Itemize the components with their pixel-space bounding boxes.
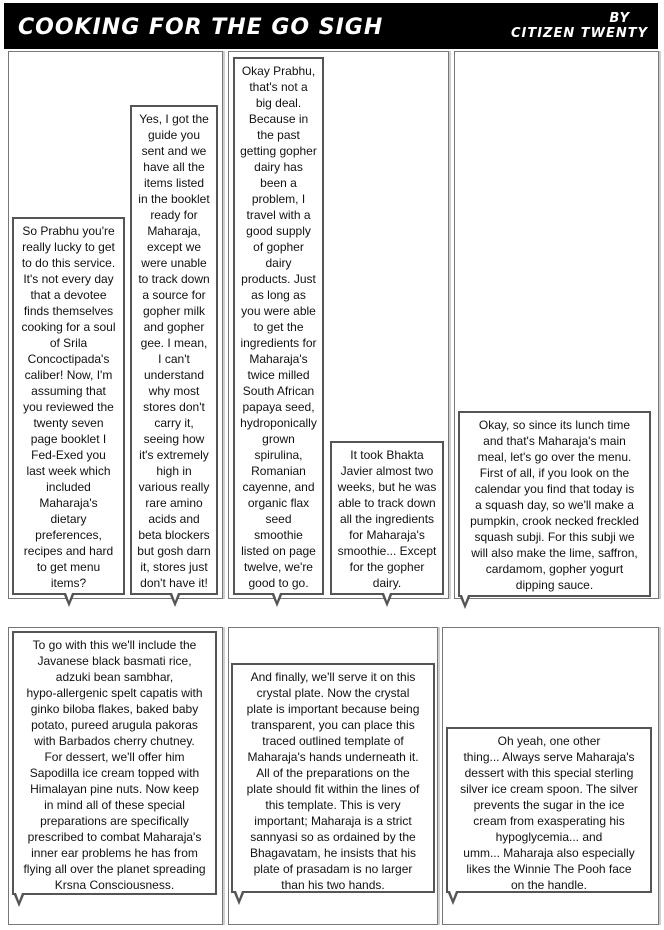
speech-bubble-6: To go with this we'll include the Javanese black basmati rice, adzuki bean sambhar, hypo-allergenic spelt capatis with ginko biloba flakes, baked baby potato, pureed arugula pakoras with Barbados cherry chutney. For dessert, we'll offer him Sapodilla ice cream topped with Himalayan pine nuts. Now keep in mind all of these special preparations are specifically prescribed to combat Maharaja's inner ear problems he has from flying all over the planet spreading Krsna Consciousness. xyxy=(12,631,217,895)
speech-bubble-2: Yes, I got the guide you sent and we have all the items listed in the booklet ready for Maharaja, except we were unable to track down a source for gopher milk and gopher gee. I mean, I can't understand why most stores don't carry it, seeing how it's extremely high in various really rare amino acids and beta blockers but gosh darn it, stores just don't have it! xyxy=(130,105,218,595)
byline-by: BY xyxy=(609,11,630,26)
speech-bubble-5-tail xyxy=(460,597,470,609)
speech-bubble-6-tail xyxy=(14,895,24,907)
speech-bubble-4: It took Bhakta Javier almost two weeks, but he was able to track down all the ingredients for Maharaja's smoothie... Except for the gopher dairy. xyxy=(330,441,444,595)
comic-header xyxy=(4,3,658,49)
speech-bubble-1: So Prabhu you're really lucky to get to do this service. It's not every day that a devotee finds themselves cooking for a soul of Srila Concoctipada's caliber! Now, I'm assuming that you reviewed the twenty seven page booklet I Fed-Exed you last week which included Maharaja's dietary preferences, recipes and hard to get menu items? xyxy=(12,217,125,595)
speech-bubble-8: Oh yeah, one other thing... Always serve Maharaja's dessert with this special sterling silver ice cream spoon. The silver prevents the sugar in the ice cream from exasperating his hypoglycemia... and umm... Maharaja also especially likes the Winnie The Pooh face on the handle. xyxy=(446,727,652,893)
speech-bubble-1-tail xyxy=(64,595,74,607)
byline-author: CITIZEN TWENTY xyxy=(510,26,648,41)
speech-bubble-2-tail xyxy=(170,595,180,607)
speech-bubble-5: Okay, so since its lunch time and that's Maharaja's main meal, let's go over the menu. First of all, if you look on the calendar you find that today is a squash day, so we'll make a pumpkin, crook necked freckled squash subji. For this subji we will also make the lime, saffron, cardamom, gopher yogurt dipping sauce. xyxy=(458,411,651,597)
speech-bubble-3: Okay Prabhu, that's not a big deal. Because in the past getting gopher dairy has been a problem, I travel with a good supply of gopher dairy products. Just as long as you were able to get the ingredients for Maharaja's twice milled South African papaya seed, hydroponically grown spirulina, Romanian cayenne, and organic flax seed smoothie listed on page twelve, we're good to go. xyxy=(233,57,324,595)
speech-bubble-7: And finally, we'll serve it on this crystal plate. Now the crystal plate is important because being transparent, you can place this traced outlined template of Maharaja's hands underneath it. All of the preparations on the plate should fit within the lines of this template. This is very important; Maharaja is a strict sannyasi so as ordained by the Bhagavatam, he insists that his plate of prasadam is no larger than his two hands. xyxy=(231,663,435,893)
speech-bubble-8-tail xyxy=(448,893,458,905)
speech-bubble-3-tail xyxy=(272,595,282,607)
byline xyxy=(478,11,648,41)
speech-bubble-7-tail xyxy=(234,893,244,905)
comic-title: COOKING FOR THE GO SIGH xyxy=(18,15,384,40)
speech-bubble-4-tail xyxy=(382,595,392,607)
